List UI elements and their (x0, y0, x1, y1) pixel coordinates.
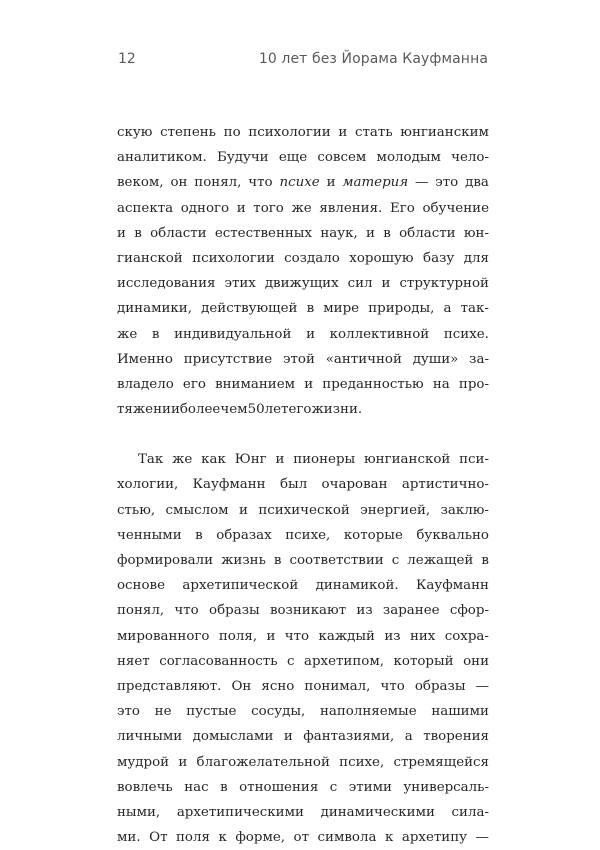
text-line: гианской психологии создало хорошую базу для (117, 250, 489, 266)
text-line: ченными в образах психе, которые буквально (117, 527, 489, 543)
text-line: стью, смыслом и психической энергией, заклю- (117, 502, 489, 518)
text-line: ными, архетипическими динамическими сила- (117, 804, 489, 820)
text-line: формировали жизнь в соответствии с лежащей в (117, 553, 489, 568)
text-line: же в индивидуальной и коллективной психе. (117, 326, 489, 342)
text-line: личными домыслами и фантазиями, а творения (117, 729, 489, 745)
body-text (117, 120, 489, 850)
text-line: основе архетипической динамикой. Кауфманн (117, 578, 489, 594)
text-line: понял, что образы возникают из заранее сфор- (117, 603, 489, 619)
text-line: исследования этих движущих сил и структурной (117, 276, 489, 292)
text-line: хологии, Кауфманн был очарован артистично- (117, 477, 489, 493)
text-line: представляют. Он ясно понимал, что образы — (117, 678, 489, 694)
text-line: вовлечь нас в отношения с этими универсаль- (117, 779, 489, 795)
text-line: веком, он понял, что психе и материя — это два (117, 175, 489, 191)
text-line: Именно присутствие этой «античной души» за- (117, 351, 489, 367)
running-title: 10 лет без Йорама Кауфманна (258, 51, 488, 67)
text-line: ми. От поля к форме, от символа к архетипу — (117, 830, 489, 846)
text-line: тяжении более чем 50 лет его жизни. (117, 402, 363, 418)
paragraph-2 (117, 447, 489, 850)
text-line: динамики, действующей в мире природы, а так- (117, 301, 489, 317)
text-line: владело его вниманием и преданностью на про- (117, 376, 489, 392)
text-line: аспекта одного и того же явления. Его обучение (117, 200, 489, 216)
text-line: скую степень по психологии и стать юнгианским (117, 125, 489, 140)
text-line: няет согласованность с архетипом, который они (117, 653, 489, 669)
text-line: и в области естественных наук, и в области юн- (117, 225, 489, 241)
paragraph-1 (117, 120, 489, 422)
text-line: это не пустые сосуды, наполняемые нашими (117, 704, 489, 720)
text-line: Так же как Юнг и пионеры юнгианской пси- (138, 452, 489, 468)
text-line: мированного поля, и что каждый из них сохра- (117, 628, 489, 644)
page-header (118, 51, 488, 71)
page-number: 12 (118, 51, 136, 67)
text-line: мудрой и благожелательной психе, стремящейся (117, 754, 489, 770)
text-line: аналитиком. Будучи еще совсем молодым чело- (117, 150, 489, 166)
